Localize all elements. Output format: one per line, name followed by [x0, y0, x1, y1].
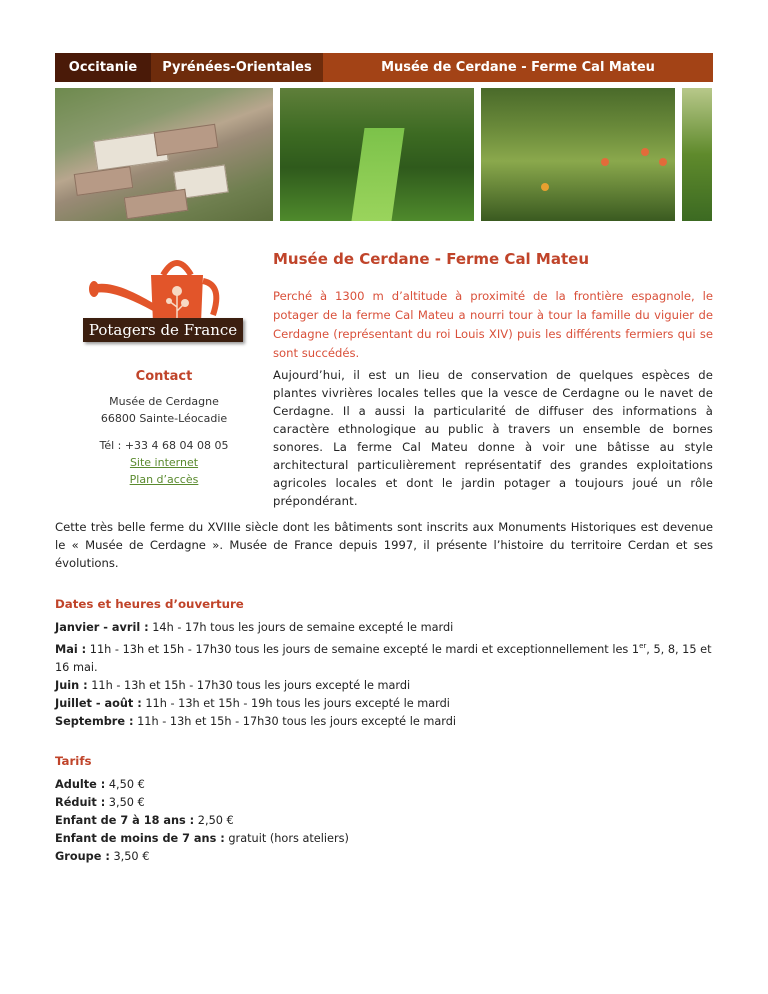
history-paragraph: Cette très belle ferme du XVIIIe siècle dont les bâtiments sont inscrits aux Monuments Historiques est devenue le « Musée de Cerdagne ». Musée de France depuis 1997, il présente l’histoire du territoire Cerdan et ses évolutions. [55, 520, 713, 570]
hours-label: Juillet - août : [55, 696, 142, 710]
map-link[interactable]: Plan d’accès [129, 473, 199, 486]
hours-row: Mai : 11h - 13h et 15h - 17h30 tous les jours de semaine excepté le mardi et exceptionnellement les 1er, 5, 8, 15 et 16 mai. [55, 642, 712, 674]
photo-aerial-farm [55, 88, 273, 221]
website-link[interactable]: Site internet [129, 456, 199, 469]
price-row: Enfant de moins de 7 ans : gratuit (hors ateliers) [55, 832, 349, 845]
contact-name: Musée de Cerdagne [109, 395, 219, 408]
hours-label: Mai : [55, 642, 87, 656]
hours-label: Juin : [55, 678, 88, 692]
hours-label: Janvier - avril : [55, 621, 149, 634]
price-label: Enfant de moins de 7 ans : [55, 832, 225, 845]
intro-paragraph: Perché à 1300 m d’altitude à proximité de la frontière espagnole, le potager de la ferme Cal Mateu a nourri tour à tour la famille du viguier de Cerdagne (représentant du roi Louis XIV) puis les différents fermiers qui se sont succédés. [273, 289, 713, 360]
price-label: Enfant de 7 à 18 ans : [55, 814, 195, 827]
contact-heading: Contact [135, 369, 193, 384]
price-row: Adulte : 4,50 € [55, 778, 145, 791]
price-label: Groupe : [55, 850, 110, 863]
prices-list [55, 776, 713, 866]
description-paragraph: Aujourd’hui, il est un lieu de conservation de quelques espèces de plantes vivrières locales telles que la vesce de Cerdagne ou le navet de Cerdagne. Il a aussi la particularité de diffuser des informations à caractère ethnologique au public à travers un ensemble de bornes sonores. La ferme Cal Mateu donne à voir une bâtisse au style architectural particulièrement représentatif des grandes exploitations agricoles locales et dont le jardin potager a toujours joué un rôle prépondérant. [273, 368, 713, 508]
contact-block [55, 368, 273, 488]
hours-row: Janvier - avril : 14h - 17h tous les jours de semaine excepté le mardi [55, 621, 454, 634]
breadcrumb-region[interactable]: Occitanie [55, 53, 151, 82]
price-row: Enfant de 7 à 18 ans : 2,50 € [55, 814, 234, 827]
breadcrumb-page: Musée de Cerdane - Ferme Cal Mateu [323, 53, 713, 82]
hours-list [55, 619, 713, 731]
hours-heading: Dates et heures d’ouverture [55, 597, 244, 611]
hours-row: Juin : 11h - 13h et 15h - 17h30 tous les jours excepté le mardi [55, 678, 411, 692]
price-label: Adulte : [55, 778, 106, 791]
contact-phone: Tél : +33 4 68 04 08 05 [99, 439, 229, 452]
photo-strip [55, 88, 713, 221]
photo-garden-edge [682, 88, 712, 221]
logo-label: Potagers de France [83, 318, 243, 342]
prices-heading: Tarifs [55, 754, 92, 768]
photo-garden-plants [481, 88, 675, 221]
hours-row: Septembre : 11h - 13h et 15h - 17h30 tous les jours excepté le mardi [55, 714, 457, 728]
breadcrumb [55, 53, 713, 82]
price-label: Réduit : [55, 796, 106, 809]
contact-address: 66800 Sainte-Léocadie [100, 412, 228, 425]
hours-label: Septembre : [55, 714, 134, 728]
price-row: Réduit : 3,50 € [55, 796, 145, 809]
breadcrumb-department[interactable]: Pyrénées-Orientales [151, 53, 323, 82]
page-title: Musée de Cerdane - Ferme Cal Mateu [273, 250, 589, 268]
hours-row: Juillet - août : 11h - 13h et 15h - 19h tous les jours excepté le mardi [55, 696, 450, 710]
price-row: Groupe : 3,50 € [55, 850, 150, 863]
photo-garden-path [280, 88, 474, 221]
